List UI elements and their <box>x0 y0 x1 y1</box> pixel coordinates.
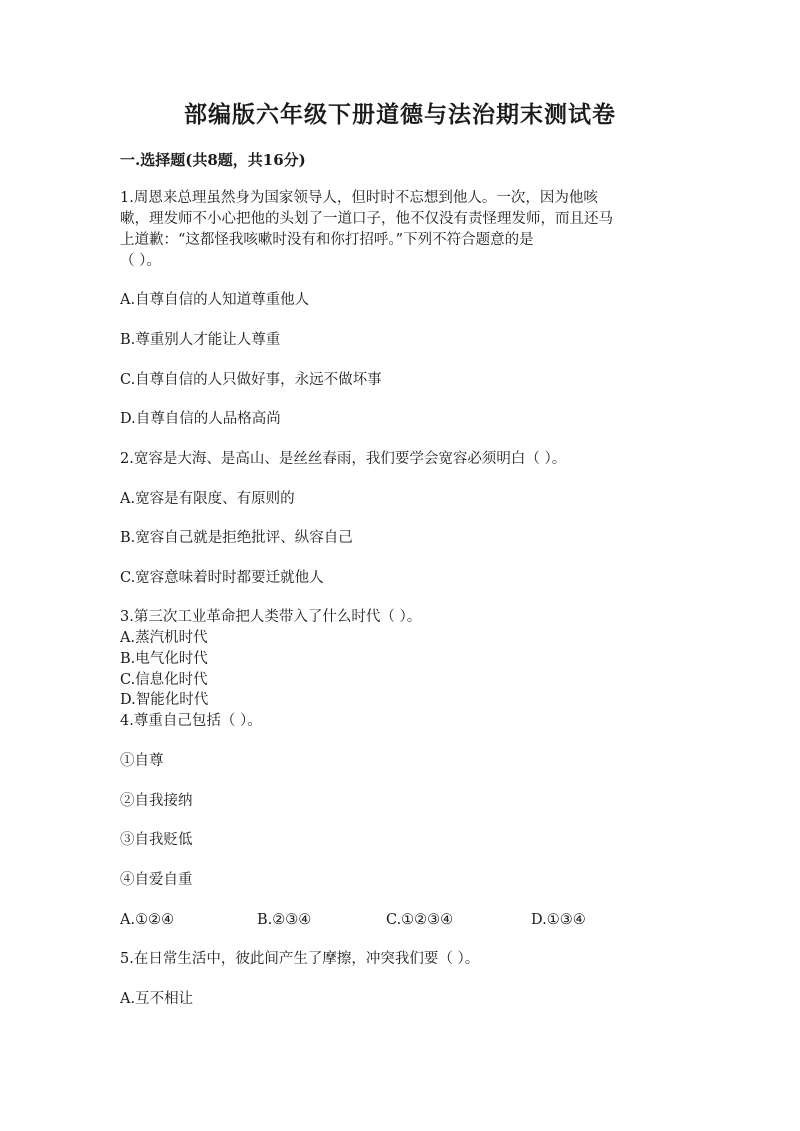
question-4-item-4: ④自爱自重 <box>120 872 193 888</box>
question-1-stem-line-1: 1.周恩来总理虽然身为国家领导人，但时时不忘想到他人。一次，因为他咳 <box>120 190 598 206</box>
question-1-stem-line-2: 嗽，理发师不小心把他的头划了一道口子，他不仅没有责怪理发师，而且还马 <box>120 211 613 227</box>
question-2-stem: 2.宽容是大海、是高山、是丝丝春雨，我们要学会宽容必须明白（ ）。 <box>120 451 567 467</box>
question-4-choice-c: C.①②③④ <box>386 912 454 928</box>
question-1-option-b: B.尊重别人才能让人尊重 <box>120 332 281 348</box>
question-4-item-1: ①自尊 <box>120 753 164 769</box>
question-1-option-c: C.自尊自信的人只做好事，永远不做坏事 <box>120 372 382 388</box>
question-5-option-a: A.互不相让 <box>120 991 194 1007</box>
question-3-stem: 3.第三次工业革命把人类带入了什么时代（ ）。 <box>120 609 422 625</box>
question-3-option-a: A.蒸汽机时代 <box>120 630 208 646</box>
question-5-stem: 5.在日常生活中，彼此间产生了摩擦，冲突我们要（ ）。 <box>120 951 480 967</box>
question-3-option-d: D.智能化时代 <box>120 692 209 708</box>
question-4-choice-b: B.②③④ <box>257 912 312 928</box>
question-3-option-c: C.信息化时代 <box>120 672 208 688</box>
question-4-item-2: ②自我接纳 <box>120 793 193 809</box>
question-2-option-b: B.宽容自己就是拒绝批评、纵容自己 <box>120 530 353 546</box>
question-2-option-a: A.宽容是有限度、有原则的 <box>120 491 295 507</box>
question-3-option-b: B.电气化时代 <box>120 651 208 667</box>
page-title: 部编版六年级下册道德与法治期末测试卷 <box>184 101 616 128</box>
question-1-option-d: D.自尊自信的人品格高尚 <box>120 411 281 427</box>
question-1-stem-line-4: （ ）。 <box>120 253 161 269</box>
question-1-option-a: A.自尊自信的人知道尊重他人 <box>120 292 310 308</box>
question-4-choice-d: D.①③④ <box>531 912 586 928</box>
question-2-option-c: C.宽容意味着时时都要迁就他人 <box>120 570 324 586</box>
question-4-stem: 4.尊重自己包括（ ）。 <box>120 713 262 729</box>
question-4-choice-a: A.①②④ <box>120 912 175 928</box>
question-4-item-3: ③自我贬低 <box>120 832 193 848</box>
question-1-stem-line-3: 上道歉：“这都怪我咳嗽时没有和你打招呼。”下列不符合题意的是 <box>120 232 534 248</box>
section-heading: 一.选择题(共8题，共16分) <box>120 151 306 169</box>
